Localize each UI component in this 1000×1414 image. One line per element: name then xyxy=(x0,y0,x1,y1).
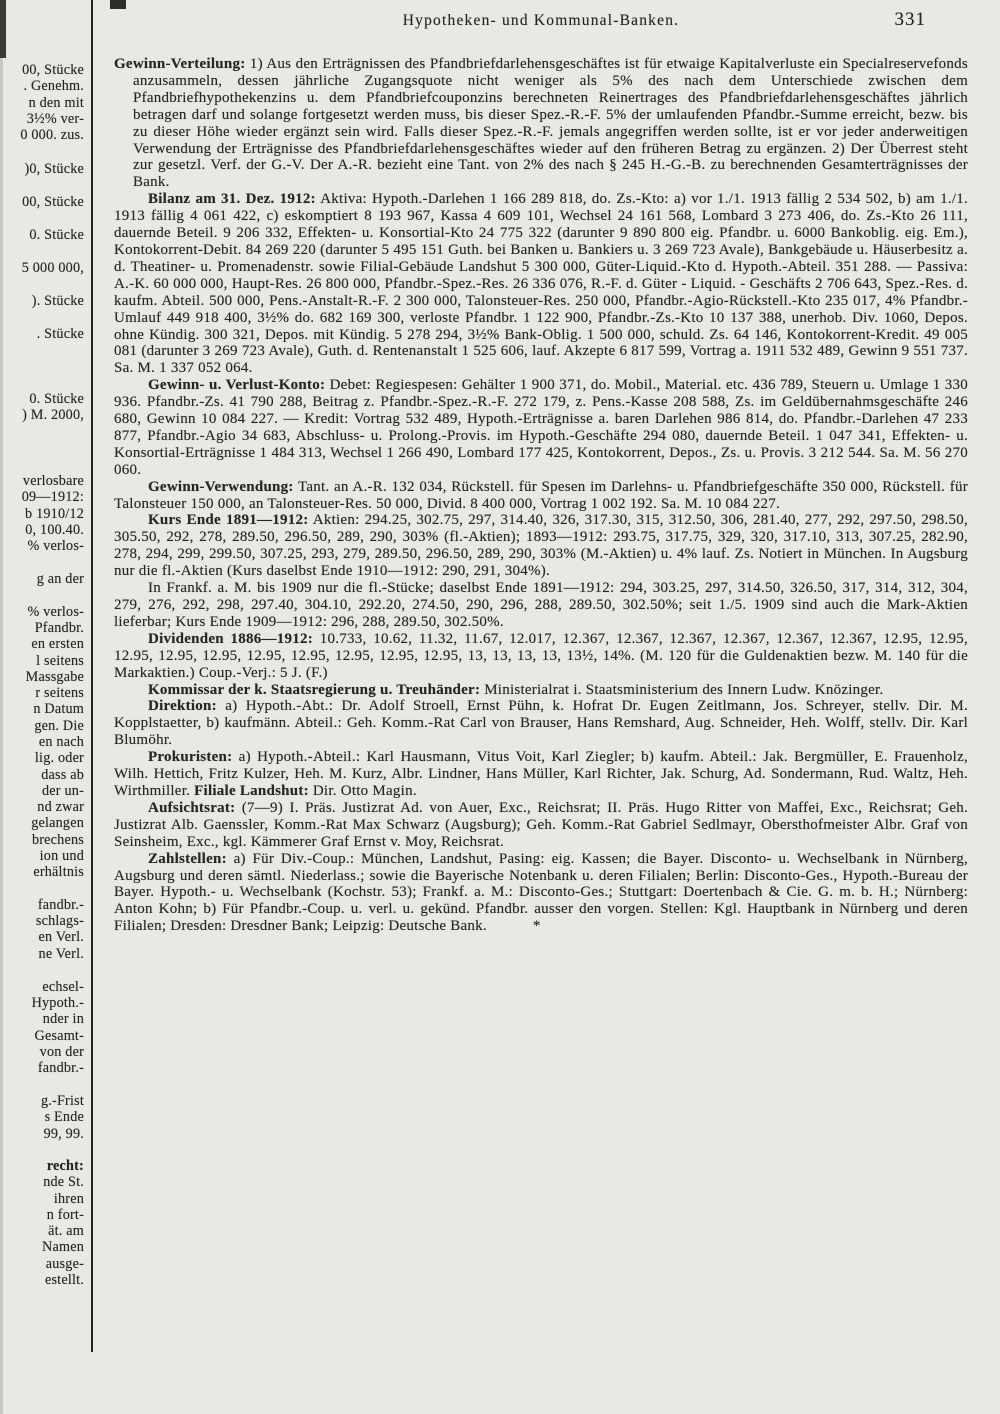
margin-fragment: von der xyxy=(39,1044,84,1060)
margin-fragment: 09—1912: xyxy=(21,489,84,505)
margin-fragment: dass ab xyxy=(41,767,84,783)
paragraph-lead-label: Aufsichtsrat: xyxy=(148,799,236,816)
margin-fragment: ne Verl. xyxy=(38,946,84,962)
margin-fragment: ion und xyxy=(39,848,84,864)
paragraph-aufsichtsrat xyxy=(114,800,968,851)
paragraph-sub-label: Filiale Landshut: xyxy=(194,782,309,799)
margin-fragment: n den mit xyxy=(28,95,84,111)
margin-fragment: % verlos- xyxy=(27,538,84,554)
page-header xyxy=(114,9,968,46)
footnote-asterisk: * xyxy=(532,918,541,935)
left-margin-column xyxy=(0,0,86,1414)
margin-fragment: nder in xyxy=(42,1011,84,1027)
running-title: Hypotheken- und Kommunal-Banken. xyxy=(402,12,680,29)
paragraph-text: (7—9) I. Präs. Justizrat Ad. von Auer, Exc., Reichsrat; II. Präs. Hugo Ritter von Maffei, Exc., Reichsrat; Geh. Justizrat Alb. Gaenssler, Komm.-Rat Max Schwarz (Augsburg); Geh. Komm.-Rat Gabriel Sedlmayr, Obersthofmeister Albr. Graf von Seinsheim, Exc., kgl. Kämmerer Graf Ernst v. Moy, Reichsrat. xyxy=(114,799,969,850)
margin-fragment: gen. Die xyxy=(34,718,84,734)
margin-fragment: en nach xyxy=(38,734,84,750)
paragraph-bilanz xyxy=(114,191,968,377)
paragraph-text: Dir. Otto Magin. xyxy=(312,782,417,799)
main-text-column xyxy=(114,56,968,935)
margin-fragment: r seitens xyxy=(35,685,84,701)
margin-fragment: brechens xyxy=(31,832,84,848)
margin-fragment: fandbr.- xyxy=(37,1060,84,1076)
paragraph-frankfurt-kurse xyxy=(114,580,968,631)
paragraph-lead-label: Direktion: xyxy=(148,698,217,715)
margin-fragment: . Genehm. xyxy=(23,78,84,94)
margin-fragment: nde St. xyxy=(43,1174,84,1190)
margin-fragment: Hypoth.- xyxy=(31,995,84,1011)
paragraph-lead-label: Kommissar der k. Staatsregierung u. Treuhänder: xyxy=(148,681,481,698)
paragraph-text: 10.733, 10.62, 11.32, 11.67, 12.017, 12.367, 12.367, 12.367, 12.367, 12.367, 12.367, 12.95, 12.95, 12.95, 12.95, 12.95, 12.95, 12.95, 12.95, 12.95, 12.95, 13, 13, 13, 13, 13½, 14%. (M. 120 für die Guldenaktien bezw. M. 140 für die Markaktien.) Coup.-Verj.: 5 J. (F.) xyxy=(114,630,968,681)
margin-fragment: en Verl. xyxy=(38,929,84,945)
paragraph-text: Aktien: 294.25, 302.75, 297, 314.40, 326, 317.30, 315, 312.50, 306, 281.40, 277, 292, 297.50, 298.50, 305.50, 292, 278, 289.50, 296.50, 289, 290, 303% (fl.-Aktien); 1893—1912: 293.75, 317.75, 329, 320, 317.10, 313, 307.25, 282.90, 278, 294, 299, 299.50, 307.25, 293, 279, 289.50, 296.50, 289, 290, 303% (M.-Aktien) u. 4% lauf. Zs. Notiert in München. In Augsburg nur die fl.-Aktien (Kurs daselbst Ende 1910—1912: 290, 291, 304%). xyxy=(114,512,968,580)
margin-fragment: 0 000. zus. xyxy=(20,127,84,143)
paragraph-text: Debet: Regiespesen: Gehälter 1 900 371, do. Mobil., Material. etc. 436 789, Steuern u. Umlage 1 330 936. Pfandbr.-Zs. 41 790 288, Beitrag z. Pfandbr.-Spez.-R.-F. 272 179, z. Pens.-Kasse 208 588, Zs. im Geldübernahmsgeschäfte 246 680, Gewinn 10 084 227. — Kredit: Vortrag 532 489, Hypoth.-Erträgnisse a. baren Darlehen 986 814, do. Pfandbr.-Darlehen 47 233 877, Pfandbr.-Agio 34 683, Abschluss- u. Prolong.-Provis. im Hypoth.-Geschäfte 294 080, dauernde Beteil. 1 047 341, Effekten- u. Konsortial-Erträgnisse 1 484 313, Wechsel 1 266 490, Lombard 177 425, Kontokorrent, Depos., Zs. u. Provis. 3 212 544. Sa. M. 56 270 060. xyxy=(114,377,969,478)
margin-fragment: Massgabe xyxy=(25,669,84,685)
margin-fragment: g.-Frist xyxy=(41,1093,84,1109)
margin-fragment: lig. oder xyxy=(34,750,84,766)
margin-fragment: b 1910/12 xyxy=(25,506,84,522)
paragraph-direktion xyxy=(114,698,968,749)
margin-fragment: ) M. 2000, xyxy=(22,407,84,423)
paragraph-text: a) Hypoth.-Abteil.: Karl Hausmann, Vitus Voit, Karl Ziegler; b) kaufm. Abteil.: Jak. Bergmüller, E. Frauenholz, Wilh. Hettich, Fritz Kulzer, Heh. M. Kurz, Albr. Lindner, Hans Müller, Karl Richter, Jak. Schurg, Ad. Sondermann, Rud. Waltz, Heh. Wirthmiller. xyxy=(114,749,969,799)
paragraph-lead-label: Gewinn-Verteilung: xyxy=(114,56,246,72)
margin-fragment: der un- xyxy=(42,783,84,799)
paragraph-gewinn-verteilung xyxy=(114,56,968,191)
margin-fragment: ausge- xyxy=(45,1256,84,1272)
paragraph-lead-label: Kurs Ende 1891—1912: xyxy=(148,512,309,529)
margin-fragment: ). Stücke xyxy=(31,293,84,309)
paragraph-gewinn-verlust-konto xyxy=(114,377,968,478)
paragraph-lead-label: Gewinn-Verwendung: xyxy=(148,478,294,495)
margin-fragment: 00, Stücke xyxy=(22,62,84,78)
margin-fragment: gelangen xyxy=(31,815,84,831)
column-rule xyxy=(91,0,93,1352)
margin-fragment: 00, Stücke xyxy=(22,194,84,210)
margin-fragment: nd zwar xyxy=(37,799,84,815)
margin-fragment: 0, 100.40. xyxy=(25,522,84,538)
margin-fragment: 3½% ver- xyxy=(26,111,84,127)
paragraph-text: Tant. an A.-R. 132 034, Rückstell. für Spesen im Darlehns- u. Pfandbriefgeschäfte 350 000, Rückstell. für Talonsteuer 150 000, an Talonsteuer-Res. 50 000, Divid. 8 400 000, Vortrag 1 002 192. Sa. M. 10 084 227. xyxy=(114,478,968,512)
margin-fragment: echsel- xyxy=(42,979,84,995)
paragraph-lead-label: Bilanz am 31. Dez. 1912: xyxy=(148,191,316,208)
page-number: 331 xyxy=(894,9,926,30)
margin-fragment: 5 000 000, xyxy=(21,260,84,276)
margin-fragment: n fort- xyxy=(46,1207,84,1223)
paragraph-kurs xyxy=(114,512,968,580)
margin-fragment: fandbr.- xyxy=(37,897,84,913)
paragraph-kommissar xyxy=(114,682,968,699)
margin-fragment: verlosbare xyxy=(22,473,84,489)
paragraph-dividenden xyxy=(114,631,968,682)
margin-fragment: 0. Stücke xyxy=(29,227,84,243)
margin-fragment: Namen xyxy=(42,1239,84,1255)
margin-fragment: estellt. xyxy=(44,1272,84,1288)
margin-fragment: 0. Stücke xyxy=(29,391,84,407)
margin-fragment: schlags- xyxy=(35,913,84,929)
margin-fragment: g an der xyxy=(36,571,84,587)
margin-fragment: erhältnis xyxy=(33,864,84,880)
paragraph-lead-label: Prokuristen: xyxy=(148,749,233,766)
margin-fragment: 99, 99. xyxy=(43,1126,84,1142)
paragraph-text: a) Hypoth.-Abt.: Dr. Adolf Stroell, Ernst Pühn, k. Hofrat Dr. Eugen Zeitlmann, Jos. Schreyer, stellv. Dir. M. Kopplstaetter, b) kaufmänn. Abteil.: Geh. Komm.-Rat Carl von Brauser, Hans Remshard, Aug. Schneider, Heh. Wolff, stellv. Dir. Karl Blumöhr. xyxy=(114,698,969,749)
paragraph-text: Aktiva: Hypoth.-Darlehen 1 166 289 818, do. Zs.-Kto: a) vor 1./1. 1913 fällig 2 534 502, b) am 1./1. 1913 fällig 4 061 422, c) eskomptiert 8 193 967, Kassa 4 609 101, Wechsel 24 161 568, Lombard 3 273 406, do. Zs.-Kto 26 111, dauernde Beteil. 9 206 332, Effekten- u. Konsortial-Kto 24 775 322 (darunter 9 890 800 eig. Pfandbr. u. 6000 Bankoblig. eig. Em.), Kontokorrent-Debit. 84 269 220 (darunter 5 495 151 Guth. bei Banken u. Bankiers u. 3 269 723 Avale), Bankgebäude u. Häuserbesitz a. d. Theatiner- u. Promenadenstr. sowie Filial-Gebäude Landshut 5 300 000, Güter-Liquid.-Kto d. Hypoth.-Abteil. 351 288. — Passiva: A.-K. 60 000 000, Haupt-Res. 26 800 000, Pfandbr.-Spez.-Res. 26 336 076, R.-F. d. Güter - Liquid. - Geschäfts 2 706 643, Spez.-Res. d. kaufm. Abteil. 500 000, Pens.-Anstalt-R.-F. 2 300 000, Talonsteuer-Res. 250 000, Pfandbr.-Agio-Rückstell.-Kto 235 017, 4% Pfandbr.-Umlauf 449 918 400, 3½% do. 682 169 300, verloste Pfandbr. 1 122 900, Pfandbr.-Zs.-Kto 10 137 388, unerhob. Div. 1060, Depos. ohne Kündig. 300 321, Depos. mit Kündig. 5 278 294, 3½% Bank-Oblig. 1 500 000, schuld. Zs. 64 146, Kontokorrent-Kredit. 49 005 081 (darunter 3 269 723 Avale), Guth. d. Rentenanstalt 1 525 606, lauf. Akzepte 6 817 599, Vortrag a. 1911 532 489, Gewinn 9 551 737. Sa. M. 1 337 052 064. xyxy=(114,191,968,377)
paragraph-text: a) Für Div.-Coup.: München, Landshut, Pasing: eig. Kassen; die Bayer. Disconto- u. Wechselbank in Nürnberg, Augsburg und deren sämtl. Niederlass.; sowie die Bayerische Notenbank u. deren Filialen; Berlin: Disconto-Ges., Hypoth.-Bureau der Bayer. Hypoth.- u. Wechselbank (Kochstr. 53); Frankf. a. M.: Disconto-Ges.; Stuttgart: Doertenbach & Cie. G. m. b. H.; Nürnberg: Anton Kohn; b) Für Pfandbr.-Coup. u. verl. u. gekünd. Pfandbr. ausser den vorgen. Stellen: Kgl. Hauptbank in Nürnberg und deren Filialen; Dresden: Dresdner Bank; Leipzig: Deutsche Bank. xyxy=(114,850,968,935)
margin-fragment: Pfandbr. xyxy=(34,620,84,636)
margin-fragment: l seitens xyxy=(36,653,84,669)
paragraph-lead-label: Gewinn- u. Verlust-Konto: xyxy=(148,377,326,394)
margin-fragment: n Datum xyxy=(33,701,84,717)
paragraph-lead-label: Dividenden 1886—1912: xyxy=(148,630,314,647)
margin-fragment: s Ende xyxy=(44,1109,84,1125)
margin-fragment: ihren xyxy=(53,1191,84,1207)
margin-fragment: % verlos- xyxy=(27,604,84,620)
margin-fragment: Gesamt- xyxy=(34,1028,84,1044)
paragraph-prokuristen xyxy=(114,749,968,800)
margin-fragment: )0, Stücke xyxy=(24,161,84,177)
margin-fragment: ät. am xyxy=(48,1223,84,1239)
paragraph-text: In Frankf. a. M. bis 1909 nur die fl.-Stücke; daselbst Ende 1891—1912: 294, 303.25, 297, 314.50, 326.50, 317, 314, 312, 304, 279, 276, 292, 298, 297.40, 304.10, 292.20, 274.50, 290, 296, 288, 289.50, 302.50%; seit 1./5. 1909 sind auch die Mark-Aktien lieferbar; Kurs Ende 1909—1912: 296, 288, 289.50, 302.50%. xyxy=(114,580,968,630)
margin-fragment: . Stücke xyxy=(36,326,84,342)
scan-mark-artifact xyxy=(110,0,126,9)
paragraph-zahlstellen xyxy=(114,851,968,936)
margin-fragment: recht: xyxy=(46,1158,84,1174)
paragraph-lead-label: Zahlstellen: xyxy=(148,850,227,867)
margin-fragment: en ersten xyxy=(31,636,84,652)
paragraph-gewinn-verwendung xyxy=(114,479,968,513)
paragraph-text: Ministerialrat i. Staatsministerium des Innern Ludw. Knözinger. xyxy=(484,681,884,698)
paragraph-text: 1) Aus den Erträgnissen des Pfandbriefdarlehensgeschäftes ist für etwaige Kapitalverluste ein Specialreservefonds anzusammeln, dessen jährliche Zugangsquote nicht weniger als 5% des nach dem Unterschiede zwischen dem Pfandbriefhypothekenzins u. dem Pfandbriefcouponzins berechneten Reinertrages des Pfandbriefdarlehensgeschäftes jährlich betragen darf und solange fortgesetzt werden muss, bis dieser Spez.-R.-F. 5% der umlaufenden Pfandbr.-Summe erreicht, bezw. bis zu dieser Höhe wieder ergänzt sein wird. Falls dieser Spez.-R.-F. jemals angegriffen werden sollte, ist er vor jeder anderweitigen Verwendung der Erträgnisse des Pfandbriefdarlehensgeschäftes wieder auf den früheren Betrag zu ergänzen. 2) Der Überrest steht zur gesetzl. Verf. der G.-V. Der A.-R. bezieht eine Tant. von 2% des nach § 245 H.-G.-B. zu berechnenden Gesamterträgnisses der Bank. xyxy=(133,56,969,191)
